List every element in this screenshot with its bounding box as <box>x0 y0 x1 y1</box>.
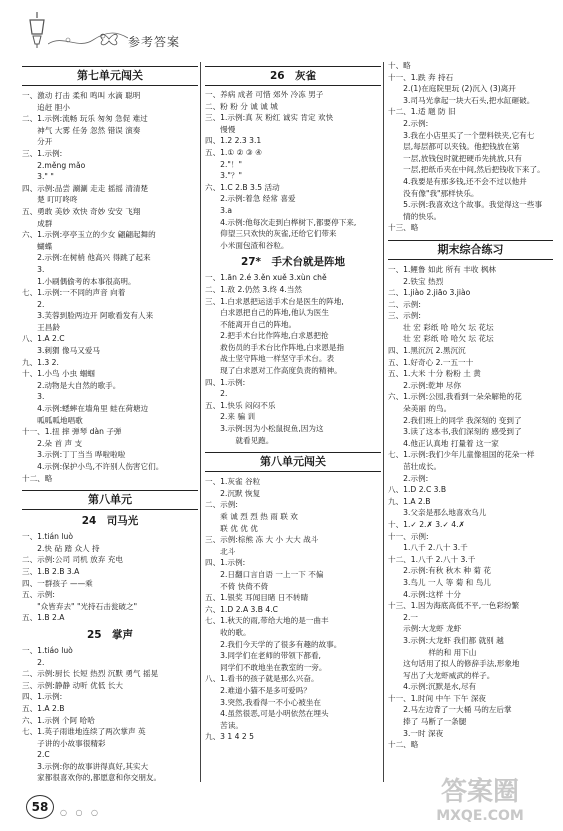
answer-line: 4.示例:保护小鸟,不许别人伤害它们。 <box>22 462 164 471</box>
answer-line: 收的歌。 <box>205 627 251 637</box>
answer-line: 二、示例:厨长 长短 热烈 沉默 勇气 摇晃 <box>22 669 159 679</box>
answer-line: 二、示例: <box>205 500 238 510</box>
answer-line: 蝴蝶 <box>22 241 53 251</box>
answer-line: 3.刺猬 像马又爱马 <box>22 346 101 356</box>
answer-line: 壮 宏 彩纸 哈 哈欠 坛 花坛 <box>388 334 494 344</box>
answer-line: 一层,放钱包时就把硬币先挑放,只有 <box>388 153 522 163</box>
answer-line: 2.铁宝 热烈 <box>388 276 444 286</box>
answer-line: 情的快乐。 <box>388 211 442 221</box>
answer-line: 2.日翻口言自语 一上一下 不偏 <box>205 569 324 579</box>
answer-line: 成群 <box>22 218 53 228</box>
answer-line: 2. <box>205 389 228 399</box>
answer-line: 2."！" <box>205 159 243 169</box>
answer-line: 五、1.大米 十分 粉粉 土 黄 <box>388 369 481 379</box>
answer-line: 十、1.小鸟 小虫 蝈蝈 <box>22 369 95 379</box>
answer-line: 3.鸟儿 一人 等 菊 和 鸟儿 <box>388 577 491 587</box>
section-title: 期末综合练习 <box>388 240 553 260</box>
answer-line: 三、1.白求恩把运送手术台是医生的阵地, <box>205 296 344 306</box>
answer-line: 2.动物是大自然的歌手。 <box>22 380 121 390</box>
answer-line: 九、1.A 2.B <box>388 496 431 506</box>
answer-line: 2.示例: <box>388 473 429 483</box>
answer-line: 5.示例:我喜欢这个故事。我觉得这一些事 <box>388 200 543 210</box>
answer-block <box>205 89 381 251</box>
answer-line: 3.司马光拿起一块大石头,把水缸砸破。 <box>388 95 535 105</box>
answer-line: 4.虽然很恶,可是小明依然在埋头 <box>205 709 329 719</box>
answer-line: 楚 叮叮咚咚 <box>22 195 78 205</box>
answer-block <box>388 264 553 751</box>
answer-line: 3.示例:因为小松鼠捉鱼,因为这 <box>205 424 324 434</box>
answer-line: 3." " <box>22 172 54 182</box>
answer-line: 3.我在小店里买了一个塑料铁夹,它有七 <box>388 130 535 140</box>
answer-line: 2.示例: <box>388 118 429 128</box>
answer-line: 小米面包渣和谷粒。 <box>205 240 289 250</box>
answer-line: 2.示例:着急 经常 喜爱 <box>205 194 296 204</box>
answer-line: 4.我要是有那多钱,还不会不过以他并 <box>388 176 527 186</box>
answer-line: 六、1.示例 个阿 哈哈 <box>22 715 95 725</box>
answer-line: 2. <box>22 299 45 309</box>
page-header <box>0 0 563 60</box>
answer-line: 四、1.示例: <box>205 377 246 387</box>
answer-line: 六、1.C 2.B 3.5 活动 <box>205 182 280 192</box>
answer-line: 一、养病 成者 可惜 郊外 冷冻 男子 <box>205 90 324 99</box>
answer-line: 茁壮成长。 <box>388 462 442 471</box>
answer-line: 壮 宏 彩纸 哈 哈欠 坛 花坛 <box>388 322 494 332</box>
answer-line: 八、1.看书的孩子就是那么兴奋。 <box>205 674 319 684</box>
answer-line: 十二、1.适 题 防 旧 <box>388 107 456 117</box>
answer-line: 五、勇敢 美妙 欢快 奇妙 安安 飞翔 <box>22 206 141 216</box>
answer-line: 3.a <box>205 205 233 215</box>
answer-line: 七、1.示例:一不同的声音 向着 <box>22 288 126 298</box>
answer-line: 乘 诚 烈 烈 热 雨 联 欢 <box>205 512 298 521</box>
answer-line: 四、1.示例: <box>22 692 63 702</box>
answer-line: 2.一 <box>388 612 419 622</box>
answer-line: 子讲的小故事很精彩 <box>22 738 106 748</box>
answer-line: 3.示例:你的故事讲得真好,其实大 <box>22 761 149 771</box>
answer-line: 十一、示例: <box>388 531 429 541</box>
answer-line: 四、1.2 2.3 3.1 <box>205 136 262 146</box>
answer-line: 十一、1.扭 摔 弹琴 dàn 子弹 <box>22 427 122 437</box>
answer-line: 救伤员的手术台比作阵地,白求恩是指 <box>205 342 345 352</box>
answer-line: 一、1.tián luò <box>22 532 73 542</box>
answer-line: 五、1.好奇心 2.一五一十 <box>388 357 474 367</box>
answer-line: 二、粉 粉 分 诚 诚 城 <box>205 101 278 111</box>
answer-line: 2.沉默 恢复 <box>205 488 261 498</box>
answer-line: 3."？" <box>205 171 243 181</box>
answer-line: 十一、1.时间 中午 下午 深夜 <box>388 693 487 703</box>
answer-line: 层,每层都可以夹钱。他把钱放在第 <box>388 142 520 152</box>
answer-line: 二、示例:公司 司机 放弃 充电 <box>22 555 123 565</box>
answer-line: 五、1.① ② ③ ④ <box>205 147 262 157</box>
answer-line: 苦读。 <box>205 720 243 730</box>
column-divider <box>383 62 384 782</box>
answer-line: 仰望三只欢快的灰雀,还给它们带来 <box>205 229 337 239</box>
answer-line: 3.突然,我看得一不小心被坐在 <box>205 697 321 707</box>
answer-line: 现了白求恩对工作高度负责的精神。 <box>205 366 342 376</box>
section-title: 第八单元闯关 <box>205 452 381 472</box>
answer-line: 2.示例:在树梢 他高兴 得跳了起来 <box>22 253 151 263</box>
answer-line: 示例:大龙虾 龙虾 <box>388 624 462 634</box>
watermark-logo <box>410 770 550 828</box>
answer-line: 2.快 砧 踏 众人 持 <box>22 543 100 553</box>
answer-line: 追赶 胆小 <box>22 102 70 112</box>
butterfly-icon <box>98 30 120 48</box>
answer-line: 三、1.示例: <box>22 148 63 158</box>
answer-line: 2.měng mǎo <box>22 160 86 170</box>
answer-line: 二、示例: <box>388 299 421 309</box>
answer-line: 白求恩把自己的阵地,他认为医生 <box>205 308 329 318</box>
answer-line: 一、激动 打击 柔和 鸣叫 水滴 聪明 <box>22 91 141 100</box>
decorative-dots: ○ ○ ○ <box>60 808 102 817</box>
section-title: 第七单元闯关 <box>22 66 198 86</box>
answer-line: 九、1.3 2. <box>22 357 59 367</box>
answer-line: 呱呱呱地唱歌 <box>22 415 83 425</box>
answer-line: 朵美丽 的鸟。 <box>388 404 452 414</box>
answer-line: 家都很喜欢你的,都愿意和你交朋友。 <box>22 773 162 783</box>
answer-line: 2.把手术台比作阵地,白求恩把抢 <box>205 331 329 341</box>
answer-line: 4.示例:蟋蟀在墙角里 蛙在荷塘边 <box>22 404 149 414</box>
answer-column-1 <box>22 60 198 784</box>
answer-line: 三、示例:静静 动听 优低 长大 <box>22 680 123 690</box>
lamp-icon <box>24 10 50 50</box>
answer-block <box>22 645 198 784</box>
watermark-line1: 答案圈 <box>440 777 520 807</box>
lesson-title: 25 掌声 <box>86 628 134 641</box>
answer-line: 八、1.A 2.C <box>22 334 65 344</box>
answer-line: 就看见跑。 <box>205 435 274 445</box>
answer-line: 五、1.快乐 闷闷不乐 <box>205 400 276 410</box>
answer-line: 4.示例:这样 十分 <box>388 589 461 599</box>
answer-line: 四、1.黑沉沉 2.黑沉沉 <box>388 346 466 356</box>
answer-line: 十三、略 <box>388 223 419 233</box>
answer-block <box>22 90 198 484</box>
answer-line: 二、1.敌 2.仍然 3.终 4.当然 <box>205 284 302 294</box>
answer-line: 4.示例:沉默是水,尽有 <box>388 682 477 692</box>
answer-column-2 <box>205 60 381 743</box>
section-title: 第八单元 <box>22 490 198 510</box>
answer-line: 3. <box>22 264 45 274</box>
answer-line: 战士坚守阵地一样坚守手术台。表 <box>205 354 335 364</box>
answer-line: 神气 大雾 任务 忽然 错误 演奏 <box>22 125 141 135</box>
answer-block <box>205 476 381 743</box>
answer-line: 2.难道小猫不是多可爱吗？ <box>205 685 311 695</box>
answer-line: 四、示例:品尝 涮涮 走走 摇摇 清清楚 <box>22 183 149 193</box>
answer-line: 1.小刷偶偷考的本事很高明。 <box>22 276 136 286</box>
answer-line: 一层,把纸币夹在中间,然后把钱收下来了。 <box>388 165 545 175</box>
answer-block <box>388 60 553 234</box>
lesson-title: 24 司马光 <box>81 515 139 528</box>
answer-line: 3. <box>22 392 45 402</box>
answer-line: 一、1.鲤鲁 如此 所有 丰收 枫林 <box>388 264 497 274</box>
answer-line: 五、1.A 2.B <box>22 703 65 713</box>
answer-line: 六、1.D 2.A 3.B 4.C <box>205 604 278 614</box>
page-number: 58 <box>26 795 54 819</box>
answer-line: 五、1.银奖 耳闻目睹 日不转睛 <box>205 593 309 603</box>
answer-line: 二、1.jiào 2.jiāo 3.jiào <box>388 288 471 298</box>
answer-line: 四、一群孩子 ——乘 <box>22 578 93 588</box>
answer-line: 样的和 用下山 <box>388 647 477 657</box>
answer-line: 3.读了这本书,我们深刻的 感受到了 <box>388 427 522 437</box>
answer-line: 4.他正认真地 打量着 这一家 <box>388 438 499 448</box>
answer-line: 三、示例: <box>388 311 421 321</box>
answer-line: 一、1.tiáo luò <box>22 645 73 655</box>
answer-line: 不能离开自己的阵地。 <box>205 319 297 329</box>
answer-line: 一、1.灰雀 谷粒 <box>205 477 261 487</box>
answer-line: 2.朵 首 声 支 <box>22 438 83 448</box>
answer-line: 捧了 马断了一条腿 <box>388 717 467 727</box>
answer-line: 1.八千 2.八十 3.千 <box>388 543 468 553</box>
answer-line: 十二、略 <box>388 740 419 750</box>
answer-line: 北斗 <box>205 546 236 556</box>
answer-line: 慢慢 <box>205 124 236 134</box>
answer-line: 2.马左边背了一大桶 马的左后掌 <box>388 705 512 715</box>
answer-line: 3.父亲是那么地喜欢乌儿 <box>388 508 487 518</box>
answer-line: 3.示例:丁丁当当 哗啦啦啦 <box>22 450 126 460</box>
answer-block <box>205 272 381 446</box>
answer-block <box>22 531 198 624</box>
answer-line: 2.示例:有秋 秋木 种 菊 花 <box>388 566 491 576</box>
answer-line: 二、1.示例:流畅 玩乐 匆匆 急促 难过 <box>22 114 148 124</box>
answer-line: 三、1.B 2.B 3.A <box>22 566 80 576</box>
answer-line: 3.同学们在老师的带领下都看, <box>205 651 321 661</box>
answer-line: 2.我们班上的同学 我深刻的 变到了 <box>388 415 522 425</box>
answer-line: 2. <box>22 657 45 667</box>
answer-line: "众皆弃去" "光持石击瓮破之" <box>22 601 138 611</box>
answer-line: 2.(1)在庭院里玩 (2)沉入 (3)离开 <box>388 84 516 94</box>
answer-line: 没有像"我"那样快乐。 <box>388 188 479 198</box>
column-divider <box>200 62 201 782</box>
answer-line: 同学们不敢地坐在教室的一旁。 <box>205 662 327 672</box>
answer-line: 联 优 优 优 <box>205 523 258 533</box>
answer-line: 十三、1.因为海底高低不平,一色彩纷繁 <box>388 601 520 611</box>
answer-line: 4.示例:他每次走到白桦树下,都要停下来, <box>205 217 357 227</box>
answer-line: 分开 <box>22 137 53 147</box>
answer-line: 三、示例:棕熊 冻 大 小 大大 战斗 <box>205 535 319 545</box>
answer-line: 十二、1.八千 2.八十 3.千 <box>388 554 476 564</box>
lesson-title: 26 灰雀 <box>205 66 381 86</box>
answer-line: 十、1.✓ 2.✗ 3.✓ 4.✗ <box>388 519 465 529</box>
header-title: 参考答案 <box>128 35 181 49</box>
lesson-title: 27* 手术台就是阵地 <box>240 256 346 269</box>
answer-line: 2.我们今天学的了很多有趣的故事。 <box>205 639 342 649</box>
answer-line: 3.芙蓉到脸两边开 阿歌看发有人来 <box>22 311 154 321</box>
answer-line: 写出了大龙虾威武的样子。 <box>388 670 495 680</box>
answer-line: 九、3 1 4 2 5 <box>205 732 254 742</box>
answer-line: 2.来 骗 训 <box>205 412 256 422</box>
answer-line: 四、1.示例: <box>205 558 246 568</box>
answer-column-3 <box>388 60 553 751</box>
answer-line: 八、1.D 2.C 3.B <box>388 485 447 495</box>
answer-line: 七、1.英子雨谁地连续了两次掌声 英 <box>22 727 146 737</box>
answer-line: 七、1.秋天的雨,带给大地的是一曲丰 <box>205 616 329 626</box>
answer-line: 王昌龄 <box>22 322 60 332</box>
answer-line: 2.示例:乾坤 尽你 <box>388 380 461 390</box>
answer-line: 十、略 <box>388 61 411 70</box>
answer-line: 2.C <box>22 750 50 760</box>
answer-line: 三、1.示例:真 灰 粉红 诚实 肯定 欢快 <box>205 113 334 123</box>
answer-line: 六、1.示例:公园,我看到一朵朵解艳的花 <box>388 392 522 402</box>
answer-line: 五、示例: <box>22 590 55 600</box>
answer-line: 十一、1.跌 奔 持石 <box>388 72 454 82</box>
answer-line: 3.一时 深夜 <box>388 728 444 738</box>
answer-line: 不倚 快倚不倚 <box>205 581 269 591</box>
watermark-line2: MXQE.COM <box>436 808 524 824</box>
answer-line: 这句话用了拟人的修辞手法,形象地 <box>388 659 520 669</box>
answer-line: 十二、略 <box>22 473 53 483</box>
answer-line: 一、1.ān 2.é 3.ěn xuě 3.xùn chě <box>205 273 327 283</box>
answer-line: 七、1.示例:我们少年儿童像祖国的花朵一样 <box>388 450 535 460</box>
answer-line: 3.示例:大龙虾 我们都 就别 越 <box>388 635 504 645</box>
answer-line: 五、1.B 2.A <box>22 613 65 623</box>
answer-line: 六、1.示例:亭亭玉立的少女 翩翩起舞的 <box>22 230 156 240</box>
